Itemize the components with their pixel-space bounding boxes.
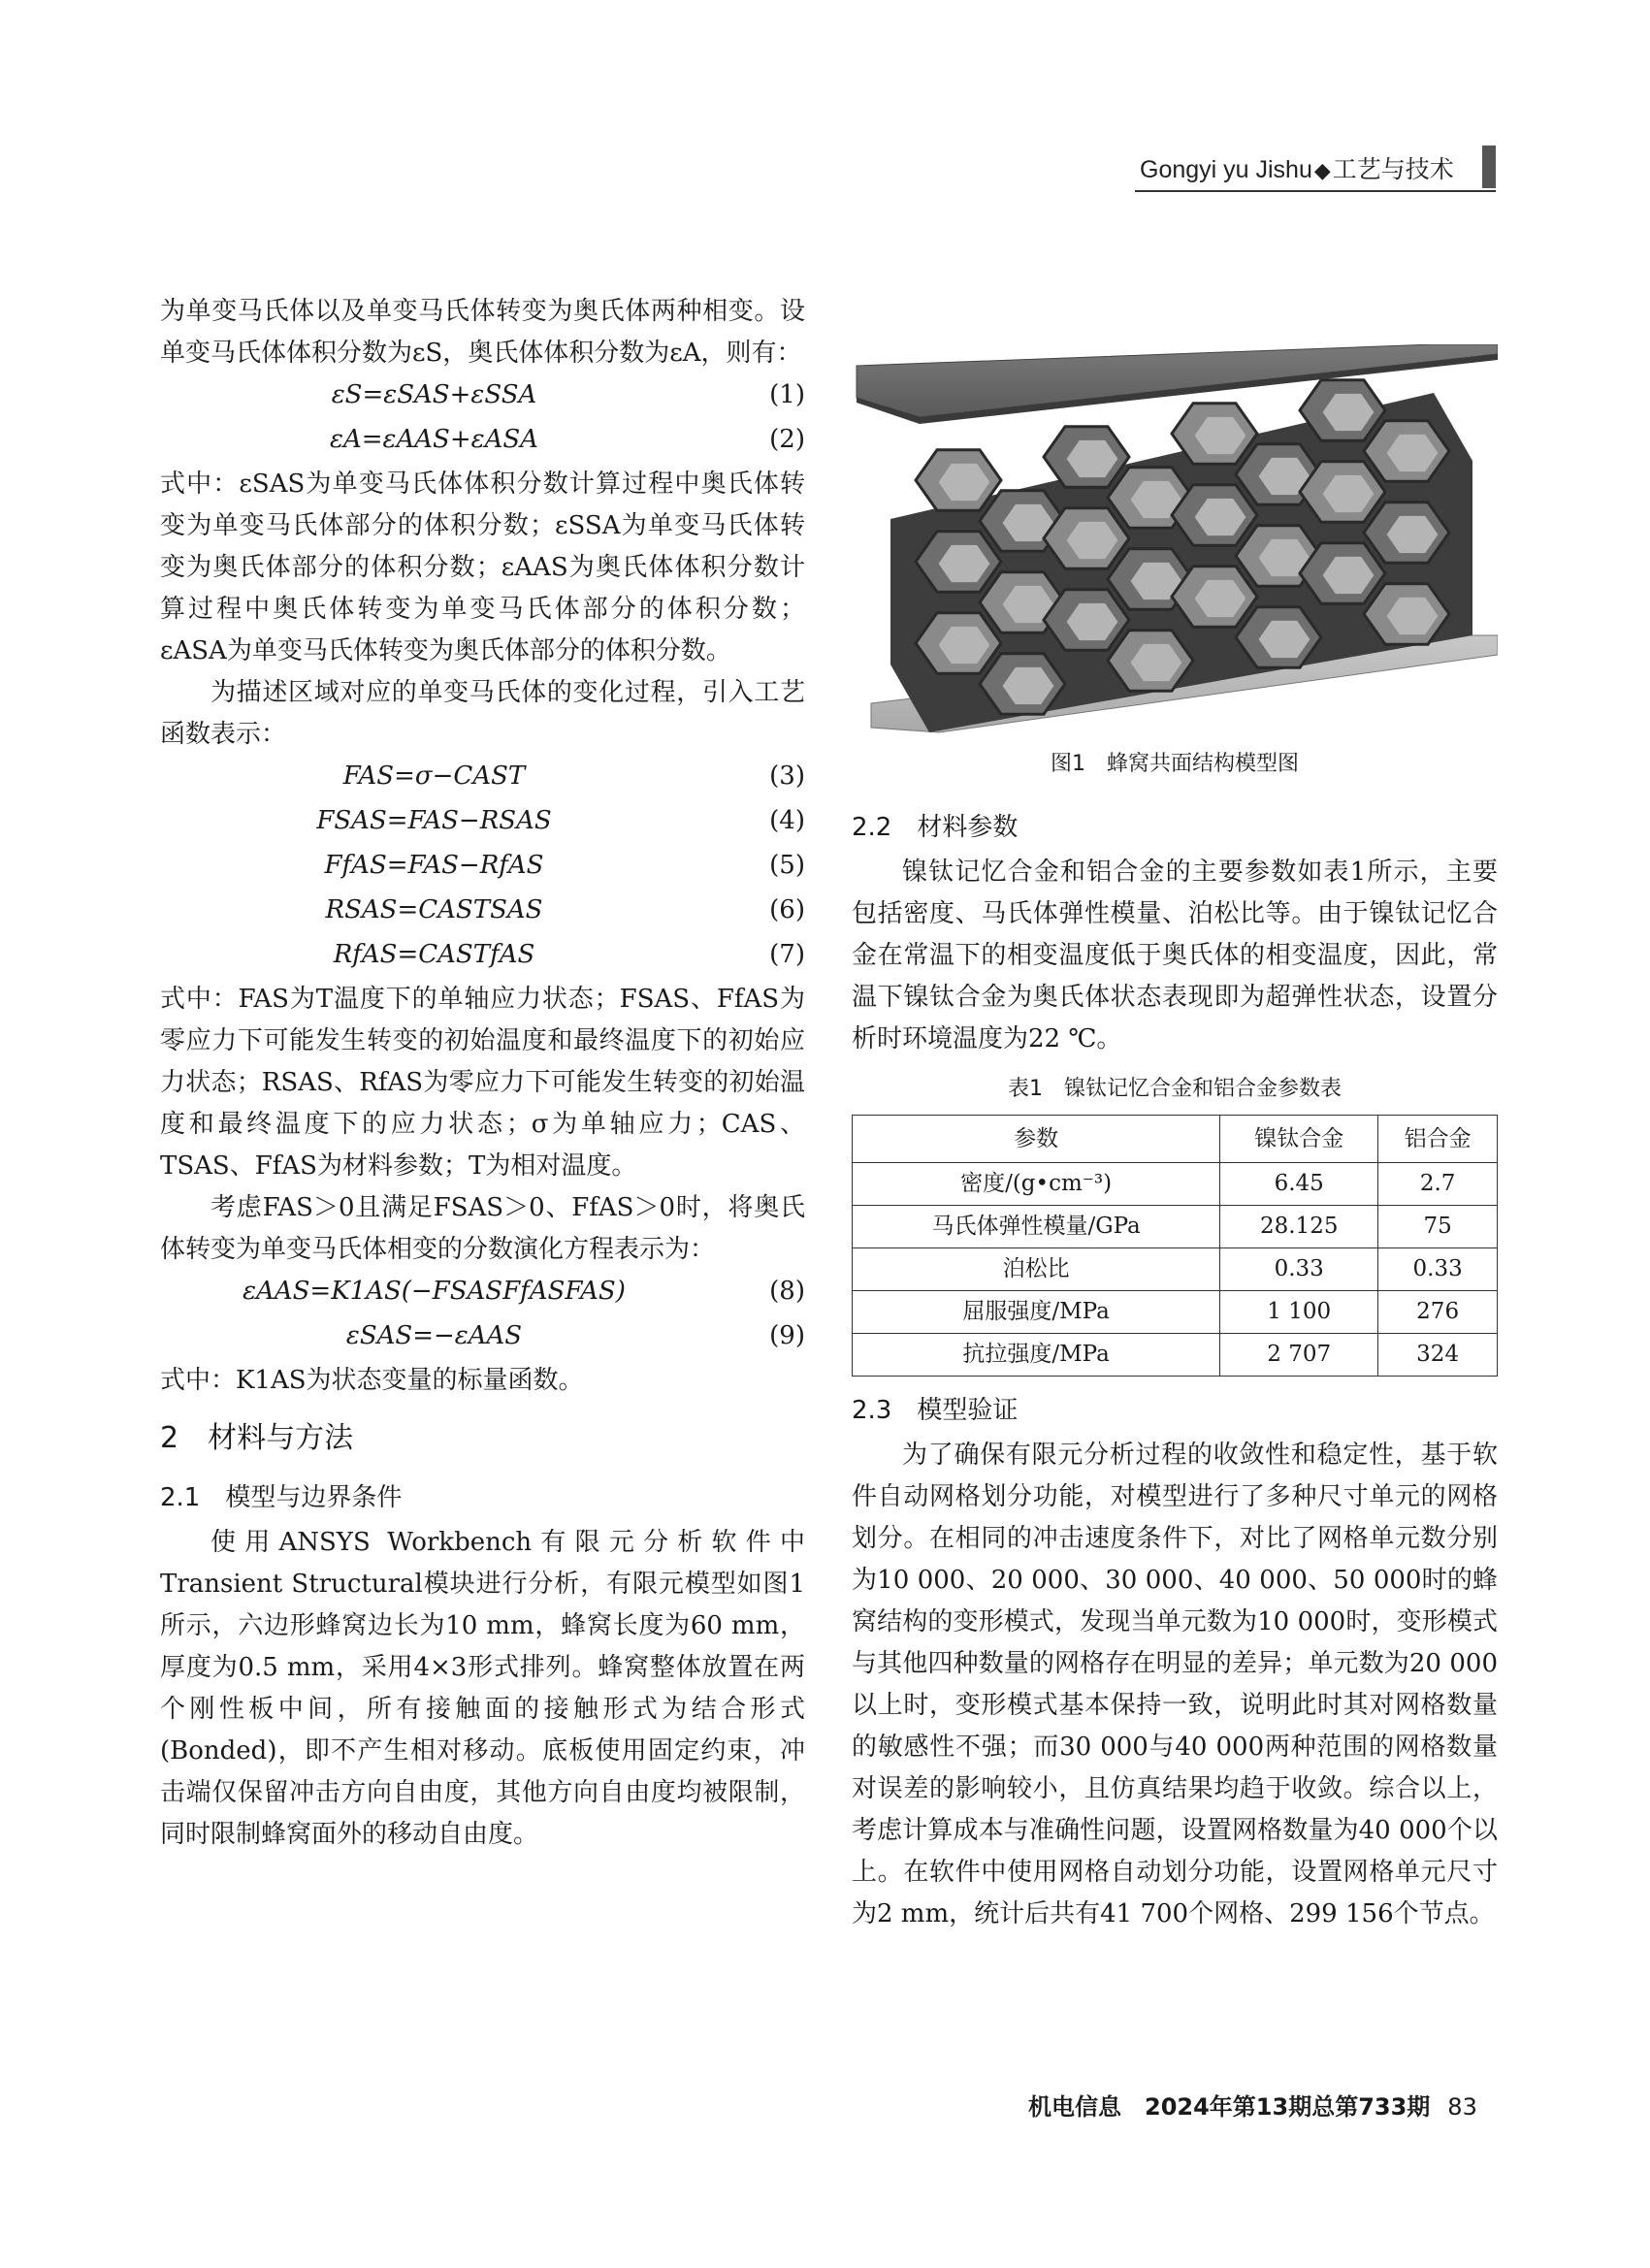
header-section: 工艺与技术 — [1332, 156, 1454, 183]
header-pinyin: Gongyi yu Jishu — [1140, 156, 1312, 183]
running-header — [1140, 150, 1454, 185]
table-cell: 1 100 — [1220, 1291, 1378, 1334]
equation — [160, 934, 805, 979]
paragraph: 为描述区域对应的单变马氏体的变化过程，引入工艺函数表示： — [160, 678, 805, 749]
table-cell: 324 — [1378, 1334, 1498, 1377]
table-cell: 泊松比 — [853, 1248, 1220, 1291]
honeycomb-figure — [852, 344, 1498, 761]
table-cell: 0.33 — [1378, 1248, 1498, 1291]
equation-number: (3) — [769, 761, 805, 791]
equation-expression: RfAS=CASTfAS — [333, 940, 535, 969]
equation-number: (7) — [769, 940, 805, 969]
equation-number: (9) — [769, 1321, 805, 1350]
journal-issue: 机电信息 2024年第13期总第733期 — [1028, 2093, 1431, 2121]
header-bar — [1482, 146, 1496, 188]
table-cell: 75 — [1378, 1206, 1498, 1248]
subsection-heading: 2.1 模型与边界条件 — [160, 1483, 403, 1512]
table-header-cell: 铝合金 — [1378, 1116, 1498, 1163]
equation-expression: FAS=σ−CAST — [342, 761, 526, 791]
table-header-cell: 镍钛合金 — [1220, 1116, 1378, 1163]
table-row — [853, 1163, 1498, 1206]
paragraph: 式中：K1AS为状态变量的标量函数。 — [160, 1366, 584, 1395]
equation — [160, 890, 805, 934]
equation-expression: FfAS=FAS−RfAS — [324, 851, 544, 880]
figure-caption: 图1 蜂窝共面结构模型图 — [1051, 752, 1299, 776]
left-column — [160, 291, 805, 1856]
equation-number: (6) — [769, 895, 805, 924]
equation-number: (5) — [769, 851, 805, 880]
table-cell: 屈服强度/MPa — [853, 1291, 1220, 1334]
table-cell: 马氏体弹性模量/GPa — [853, 1206, 1220, 1248]
equation-expression: εAAS=K1AS(−FSASFfASFAS) — [243, 1277, 626, 1306]
subsection-heading: 2.3 模型验证 — [852, 1396, 1019, 1425]
table-body — [853, 1163, 1498, 1377]
equation — [160, 419, 805, 464]
table-header-row — [853, 1116, 1498, 1163]
equation-group — [160, 756, 805, 979]
paragraph: 式中：FAS为T温度下的单轴应力状态；FSAS、FfAS为零应力下可能发生转变的初始温度和最终温度下的初始应力状态；RSAS、RfAS为零应力下可能发生转变的初始温度和最终温度下的应力状态；σ为单轴应力；CAS、TSAS、FfAS为材料参数；T为相对温度。 — [160, 985, 805, 1181]
equation-number: (8) — [769, 1277, 805, 1306]
table-row — [853, 1291, 1498, 1334]
equation — [160, 374, 805, 419]
paragraph: 镍钛记忆合金和铝合金的主要参数如表1所示，主要包括密度、马氏体弹性模量、泊松比等。由于镍钛记忆合金在常温下的相变温度低于奥氏体的相变温度，因此，常温下镍钛合金为奥氏体状态表现即为超弹性状态，设置分析时环境温度为22 ℃。 — [852, 858, 1498, 1053]
equation-expression: εS=εSAS+εSSA — [331, 380, 537, 409]
table-cell: 28.125 — [1220, 1206, 1378, 1248]
table-cell: 2 707 — [1220, 1334, 1378, 1377]
subsection-heading: 2.2 材料参数 — [852, 813, 1019, 842]
honeycomb-model-image — [852, 344, 1498, 761]
table-cell: 6.45 — [1220, 1163, 1378, 1206]
table-cell: 抗拉强度/MPa — [853, 1334, 1220, 1377]
table-caption: 表1 镍钛记忆合金和铝合金参数表 — [1008, 1077, 1342, 1101]
equation — [160, 845, 805, 890]
paragraph: 使用ANSYS Workbench有限元分析软件中Transient Structural模块进行分析，有限元模型如图1所示，六边形蜂窝边长为10 mm，蜂窝长度为60 mm，厚度为0.5 mm，采用4×3形式排列。蜂窝整体放置在两个刚性板中间，所有接触面的接触形式为结合形式(Bonded)，即不产生相对移动。底板使用固定约束，冲击端仅保留冲击方向自由度，其他方向自由度均被限制，同时限制蜂窝面外的移动自由度。 — [160, 1528, 805, 1849]
table-row — [853, 1248, 1498, 1291]
equation-expression: εSAS=−εAAS — [345, 1321, 523, 1350]
table-row — [853, 1206, 1498, 1248]
equation-expression: RSAS=CASTSAS — [325, 895, 543, 924]
footer — [1028, 2088, 1477, 2122]
equation-number: (1) — [769, 380, 805, 409]
equation-expression: FSAS=FAS−RSAS — [316, 806, 552, 835]
parameter-table — [852, 1115, 1498, 1377]
page-number: 83 — [1447, 2093, 1477, 2121]
equation-group — [160, 374, 805, 464]
paragraph: 为单变马氏体以及单变马氏体转变为奥氏体两种相变。设单变马氏体体积分数为εS，奥氏体体积分数为εA，则有： — [160, 297, 805, 368]
equation — [160, 1271, 805, 1315]
right-column — [852, 803, 1498, 1935]
equation — [160, 800, 805, 845]
table-cell: 276 — [1378, 1291, 1498, 1334]
table-cell: 2.7 — [1378, 1163, 1498, 1206]
equation-expression: εA=εAAS+εASA — [330, 425, 538, 454]
paragraph: 考虑FAS＞0且满足FSAS＞0、FfAS＞0时，将奥氏体转变为单变马氏体相变的分数演化方程表示为： — [160, 1193, 805, 1264]
header-rule — [1135, 190, 1496, 192]
paragraph: 为了确保有限元分析过程的收敛性和稳定性，基于软件自动网格划分功能，对模型进行了多种尺寸单元的网格划分。在相同的冲击速度条件下，对比了网格单元数分别为10 000、20 000、30 000、40 000、50 000时的蜂窝结构的变形模式，发现当单元数为10 000时，变形模式与其他四种数量的网格存在明显的差异；单元数为20 000以上时，变形模式基本保持一致，说明此时其对网格数量的敏感性不强；而30 000与40 000两种范围的网格数量对误差的影响较小，且仿真结果均趋于收敛。综合以上，考虑计算成本与准确性问题，设置网格数量为40 000个以上。在软件中使用网格自动划分功能，设置网格单元尺寸为2 mm，统计后共有41 700个网格、299 156个节点。 — [852, 1441, 1498, 1928]
equation-number: (4) — [769, 806, 805, 835]
diamond-icon: ◆ — [1313, 158, 1331, 182]
equation-group — [160, 1271, 805, 1360]
section-heading: 2 材料与方法 — [160, 1421, 354, 1455]
table-cell: 0.33 — [1220, 1248, 1378, 1291]
table-row — [853, 1334, 1498, 1377]
equation — [160, 756, 805, 800]
equation-number: (2) — [769, 425, 805, 454]
equation — [160, 1315, 805, 1360]
paragraph: 式中：εSAS为单变马氏体体积分数计算过程中奥氏体转变为单变马氏体部分的体积分数；εSSA为单变马氏体转变为奥氏体部分的体积分数；εAAS为奥氏体体积分数计算过程中奥氏体转变为单变马氏体部分的体积分数；εASA为单变马氏体转变为奥氏体部分的体积分数。 — [160, 470, 805, 665]
table-header-cell: 参数 — [853, 1116, 1220, 1163]
table-cell: 密度/(g•cm⁻³) — [853, 1163, 1220, 1206]
